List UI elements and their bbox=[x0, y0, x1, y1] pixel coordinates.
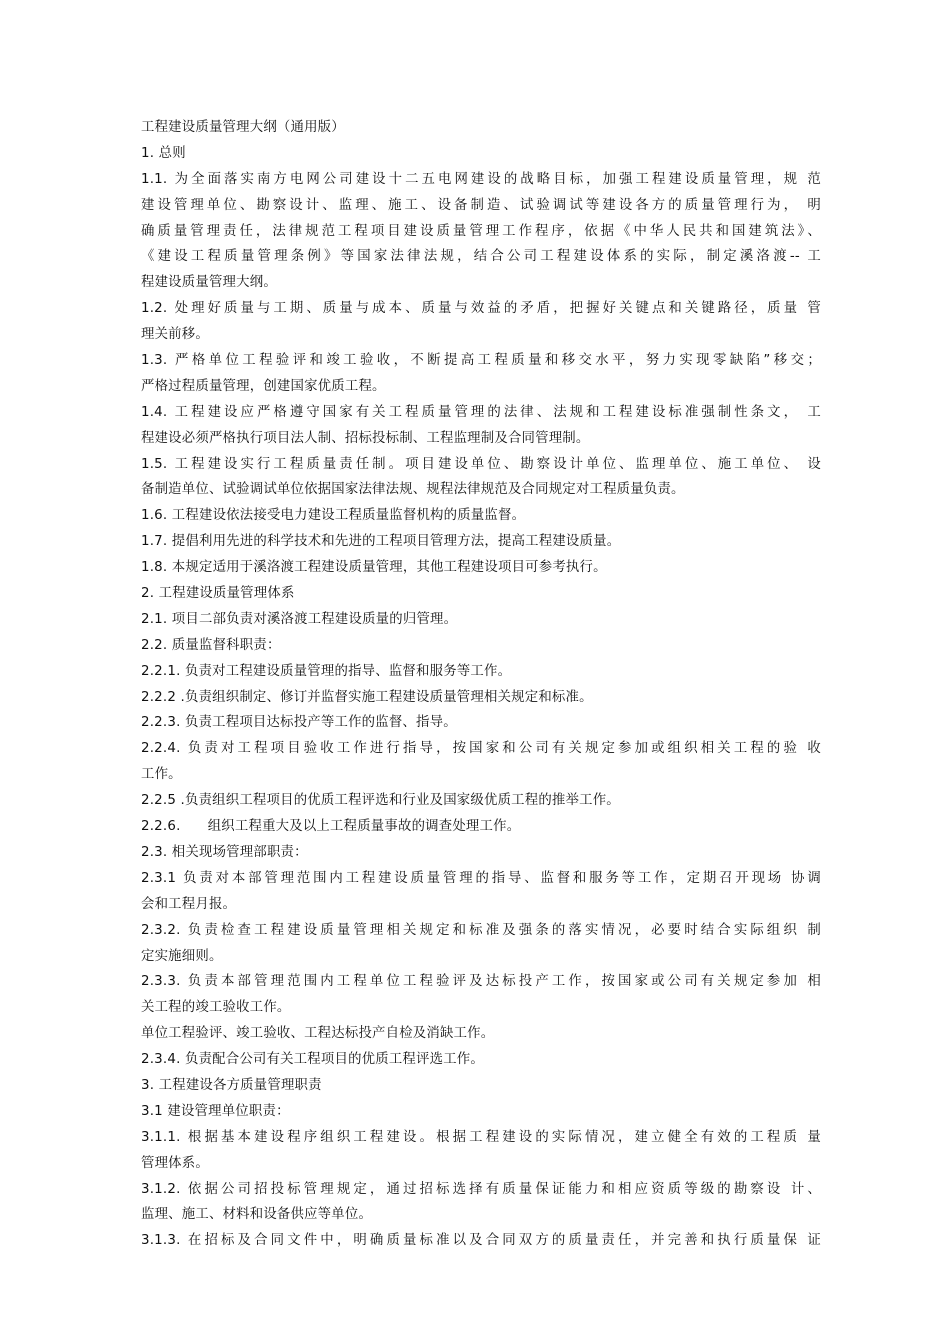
text-line: 建设管理单位、勘察设计、监理、施工、设备制造、试验调试等建设各方的质量管理行为， 明 bbox=[141, 197, 821, 213]
text-line: 2.1. 项目二部负责对溪洛渡工程建设质量的归管理。 bbox=[141, 611, 458, 627]
text-line: 2.2.3. 负责工程项目达标投产等工作的监督、指导。 bbox=[141, 715, 457, 731]
document-body bbox=[141, 115, 821, 1254]
text-line: 1. 总则 bbox=[141, 145, 186, 161]
text-line: 会和工程月报。 bbox=[141, 896, 237, 912]
text-line: 2.2.5 .负责组织工程项目的优质工程评选和行业及国家级优质工程的推举工作。 bbox=[141, 793, 620, 809]
text-line: 1.8. 本规定适用于溪洛渡工程建设质量管理，其他工程建设项目可参考执行。 bbox=[141, 560, 607, 576]
text-line: 严格过程质量管理，创建国家优质工程。 bbox=[141, 378, 386, 394]
text-line: 1.4. 工程建设应严格遵守国家有关工程质量管理的法律、法规和工程建设标准强制性条文， 工 bbox=[141, 404, 821, 420]
text-line: 管理体系。 bbox=[141, 1155, 209, 1171]
text-line: 3.1.3. 在招标及合同文件中，明确质量标准以及合同双方的质量责任，并完善和执行质量保 证 bbox=[141, 1233, 821, 1249]
text-line: 1.1. 为全面落实南方电网公司建设十二五电网建设的战略目标，加强工程建设质量管理，规 范 bbox=[141, 171, 821, 187]
text-line: 2.3.4. 负责配合公司有关工程项目的优质工程评选工作。 bbox=[141, 1052, 484, 1068]
text-line: 2.3. 相关现场管理部职责： bbox=[141, 844, 308, 860]
document-title: 工程建设质量管理大纲（通用版） bbox=[141, 120, 345, 135]
text-line: 2.2.1. 负责对工程建设质量管理的指导、监督和服务等工作。 bbox=[141, 663, 512, 679]
text-line: 3.1.2. 依据公司招投标管理规定，通过招标选择有质量保证能力和相应资质等级的勘察设 计、 bbox=[141, 1181, 821, 1197]
text-line: 3. 工程建设各方质量管理职责 bbox=[141, 1077, 322, 1093]
text-line: 关工程的竣工验收工作。 bbox=[141, 1000, 291, 1016]
text-line: 工作。 bbox=[141, 767, 182, 783]
text-line: 监理、施工、材料和设备供应等单位。 bbox=[141, 1207, 373, 1223]
text-line: 定实施细则。 bbox=[141, 948, 223, 964]
text-line: 1.2. 处理好质量与工期、质量与成本、质量与效益的矛盾，把握好关键点和关键路径，质量 管 bbox=[141, 301, 821, 317]
text-line: 程建设质量管理大纲。 bbox=[141, 275, 277, 291]
text-line: 2. 工程建设质量管理体系 bbox=[141, 586, 295, 602]
text-line: 2.2.2 .负责组织制定、修订并监督实施工程建设质量管理相关规定和标准。 bbox=[141, 689, 593, 705]
text-line: 单位工程验评、竣工验收、工程达标投产自检及消缺工作。 bbox=[141, 1026, 495, 1042]
text-line: 2.3.3. 负责本部管理范围内工程单位工程验评及达标投产工作，按国家或公司有关规定参加 相 bbox=[141, 974, 821, 990]
text-line: 3.1 建设管理单位职责： bbox=[141, 1103, 290, 1119]
text-line: 2.3.2. 负责检查工程建设质量管理相关规定和标准及强条的落实情况，必要时结合实际组织 制 bbox=[141, 922, 821, 938]
text-line: 2.2.6. 组织工程重大及以上工程质量事故的调查处理工作。 bbox=[141, 819, 521, 835]
text-line: 备制造单位、试验调试单位依据国家法律法规、规程法律规范及合同规定对工程质量负责。 bbox=[141, 482, 685, 498]
text-line: 确质量管理责任，法律规范工程项目建设质量管理工作程序，依据《中华人民共和国建筑法》、 bbox=[141, 223, 821, 239]
text-line: 1.5. 工程建设实行工程质量责任制。项目建设单位、勘察设计单位、监理单位、施工单位、 设 bbox=[141, 456, 821, 472]
text-line: 《建设工程质量管理条例》等国家法律法规，结合公司工程建设体系的实际，制定溪洛渡-- 工 bbox=[141, 249, 821, 265]
text-line: 1.3. 严格单位工程验评和竣工验收，不断提高工程质量和移交水平，努力实现零缺陷”移交； bbox=[141, 353, 821, 369]
text-line: 2.2. 质量监督科职责： bbox=[141, 637, 281, 653]
text-line: 2.3.1 负责对本部管理范围内工程建设质量管理的指导、监督和服务等工作，定期召开现场 协调 bbox=[141, 870, 821, 886]
text-line: 1.7. 提倡利用先进的科学技术和先进的工程项目管理方法，提高工程建设质量。 bbox=[141, 534, 621, 550]
text-line: 1.6. 工程建设依法接受电力建设工程质量监督机构的质量监督。 bbox=[141, 508, 526, 524]
text-line: 3.1.1. 根据基本建设程序组织工程建设。根据工程建设的实际情况，建立健全有效的工程质 量 bbox=[141, 1129, 821, 1145]
text-line: 2.2.4. 负责对工程项目验收工作进行指导，按国家和公司有关规定参加或组织相关工程的验 收 bbox=[141, 741, 821, 757]
text-line: 程建设必须严格执行项目法人制、招标投标制、工程监理制及合同管理制。 bbox=[141, 430, 590, 446]
text-line: 理关前移。 bbox=[141, 327, 209, 343]
